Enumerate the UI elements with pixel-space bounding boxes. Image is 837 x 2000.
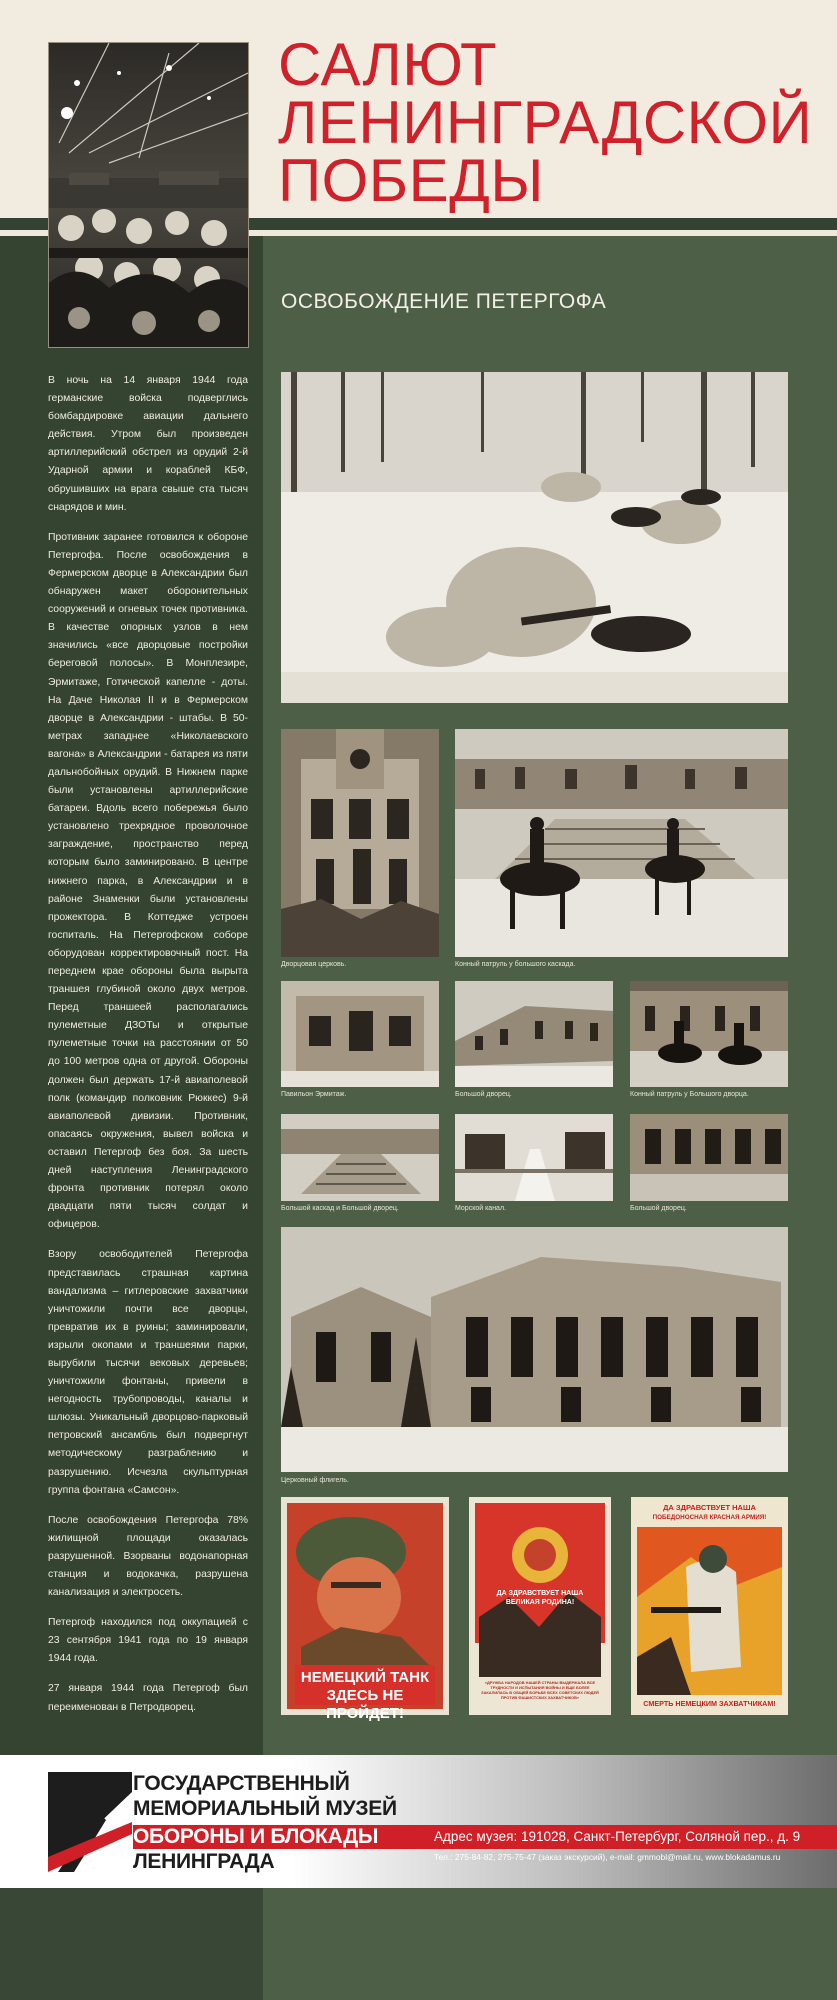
photo-caption: Дворцовая церковь. <box>281 961 347 968</box>
horse-patrol-palace-photo <box>630 981 788 1087</box>
hermitage-pavilion-photo <box>281 981 439 1087</box>
poster-red-army-top-2: ПОБЕДОНОСНАЯ КРАСНАЯ АРМИЯ! <box>652 1514 767 1521</box>
grand-palace-ruins-photo <box>630 1114 788 1201</box>
photo-caption: Морской канал. <box>455 1205 506 1212</box>
museum-name-line: ГОСУДАРСТВЕННЫЙ <box>133 1772 350 1795</box>
title-line: ЛЕНИНГРАДСКОЙ <box>278 89 813 156</box>
photo-caption: Павильон Эрмитаж. <box>281 1091 347 1098</box>
page-title <box>278 31 813 214</box>
section-subtitle: ОСВОБОЖДЕНИЕ ПЕТЕРГОФА <box>281 290 607 313</box>
museum-address: Адрес музея: 191028, Санкт-Петербург, Соляной пер., д. 9 <box>434 1829 801 1844</box>
poster-red-army-bottom: СМЕРТЬ НЕМЕЦКИМ ЗАХВАТЧИКАМ! <box>643 1699 776 1708</box>
bottom-band-right <box>263 1888 837 2000</box>
palace-church-photo <box>281 729 439 957</box>
horse-patrol-cascade-photo <box>455 729 788 957</box>
poster-motherland-top-1: ДА ЗДРАВСТВУЕТ НАША <box>496 1590 584 1597</box>
poster-red-army <box>631 1497 788 1715</box>
poster-motherland-top-2: ВЕЛИКАЯ РОДИНА! <box>505 1599 575 1606</box>
salute-photo <box>48 42 249 348</box>
museum-name-line: МЕМОРИАЛЬНЫЙ МУЗЕЙ <box>133 1797 397 1820</box>
soldiers-in-snow-photo <box>281 372 788 703</box>
paragraph: Петергоф находился под оккупацией с 23 сентября 1941 года по 19 января 1944 года. <box>48 1617 248 1665</box>
poster-motherland <box>469 1497 611 1715</box>
bottom-band <box>0 1888 837 2000</box>
museum-contacts: Тел.: 275-84-82, 275-75-47 (заказ экскурсий), e-mail: gmmobl@mail.ru, www.blokadamus.ru <box>434 1852 781 1862</box>
museum-name-line: ЛЕНИНГРАДА <box>133 1850 275 1873</box>
museum-name-line: ОБОРОНЫ И БЛОКАДЫ <box>133 1825 379 1848</box>
grand-palace-photo <box>455 981 613 1087</box>
church-wing-photo <box>281 1227 788 1472</box>
paragraph: В ночь на 14 января 1944 года германские войска подверглись бомбардировке авиации дальнего действия. Утром был произведен артиллерийский обстрел из орудий 2-й Ударной армии и кораблей КБФ, обрушившиx на врага свыше ста тысяч снарядов и мин. <box>48 375 248 513</box>
grand-cascade-photo <box>281 1114 439 1201</box>
poster-red-army-top-1: ДА ЗДРАВСТВУЕТ НАША <box>663 1503 756 1512</box>
poster-tank-text-2: ЗДЕСЬ НЕ ПРОЙДЕТ! <box>326 1687 404 1722</box>
paragraph: 27 января 1944 года Петергоф был переименован в Петродворец. <box>48 1683 248 1713</box>
photo-caption: Церковный флигель. <box>281 1477 349 1484</box>
poster-tank-text-1: НЕМЕЦКИЙ ТАНК <box>300 1669 430 1686</box>
photo-caption: Большой дворец. <box>630 1205 687 1212</box>
photo-caption: Большой дворец. <box>455 1091 512 1098</box>
title-line: ПОБЕДЫ <box>278 147 544 214</box>
poster-motherland-bottom: «ДРУЖБА НАРОДОВ НАШЕЙ СТРАНЫ ВЫДЕРЖАЛА ВСЕ ТРУДНОСТИ И ИСПЫТАНИЯ ВОЙНЫ И ЕЩЕ БОЛЕЕ ЗАКАЛИЛАСЬ В ОБЩЕЙ БОРЬБЕ ВСЕХ СОВЕТСКИХ ЛЮДЕЙ ПРОТИВ ФАШИСТСКИХ ЗАХВАТЧИКОВ» <box>481 1680 599 1700</box>
museum-logo <box>48 1772 132 1872</box>
photo-caption: Конный патруль у большого каскада. <box>455 961 576 968</box>
paragraph: Противник заранее готовился к обороне Петергофа. После освобождения в Фермерском дворце в Александрии был обнаружен макет оборонительных сооружений и огневых точек противника. В качестве опорных узлов в нем значились «все дворцовые постройки береговой полосы». В Монплезире, Эрмитаже, Готической капелле - доты. На Даче Николая II и в Фермерском дворце в Александрии - штабы. В 50-метрах западнее «Николаевского вагона» в Александрии - батарея из пяти дальнобойных орудий. В Нижнем парке были установлены артиллерийские батареи. Вдоль всего побережья было установлено трехрядное проволочное заграждение, пространство перед которым было заминировано. В центре нижнего парка, в Александрии и в районе Знаменки были установлены прожектора. В Коттедже устроен госпиталь. На Петергофском соборе оборудован корректировочный пост. На переднем крае обороны была вырыта траншея глубиной около двух метров. Перед траншеей располагались пулеметные ДЗОТы и открытые пулеметные точки на расстоянии от 50 до 100 метров одна от другой. Обороны должен был держать 17-й авиаполевой полк (командир полковник Рюккес) 9-й авиаполевой дивизии. Противник, опасаясь окружения, вывел войска и оставил Петергоф без боя. За шесть дней наступления Ленинградского фронта противник потерял около двадцати пяти тысяч солдат и офицеров. <box>48 531 248 1231</box>
photo-caption: Большой каскад и Большой дворец. <box>281 1205 399 1212</box>
sea-canal-photo <box>455 1114 613 1201</box>
paragraph: Взору освободителей Петергофа представилась страшная картина вандализма – гитлеровские захватчики уничтожили почти все дворцы, превратив их в руины; заминировали, изрыли окопами и траншеями парки, вырубили тысячи вековых деревьев; уничтожили фонтаны, привели в негодность трубопроводы, каналы и шлюзы. Уникальный дворцово-парковый петровский ансамбль был подвергнут методическому разграблению и разрушению. Исчезла скульптурная группа фонтана «Самсон». <box>48 1249 248 1496</box>
photo-caption: Конный патруль у Большого дворца. <box>630 1091 749 1098</box>
poster-tank <box>281 1497 449 1722</box>
paragraph: После освобождения Петергофа 78% жилищной площади оказалась разрушенной. Взорваны водонапорная станция и водокачка, разрушена канализация и электросеть. <box>48 1514 248 1599</box>
body-text <box>48 372 248 1729</box>
title-line: САЛЮТ <box>278 31 498 98</box>
